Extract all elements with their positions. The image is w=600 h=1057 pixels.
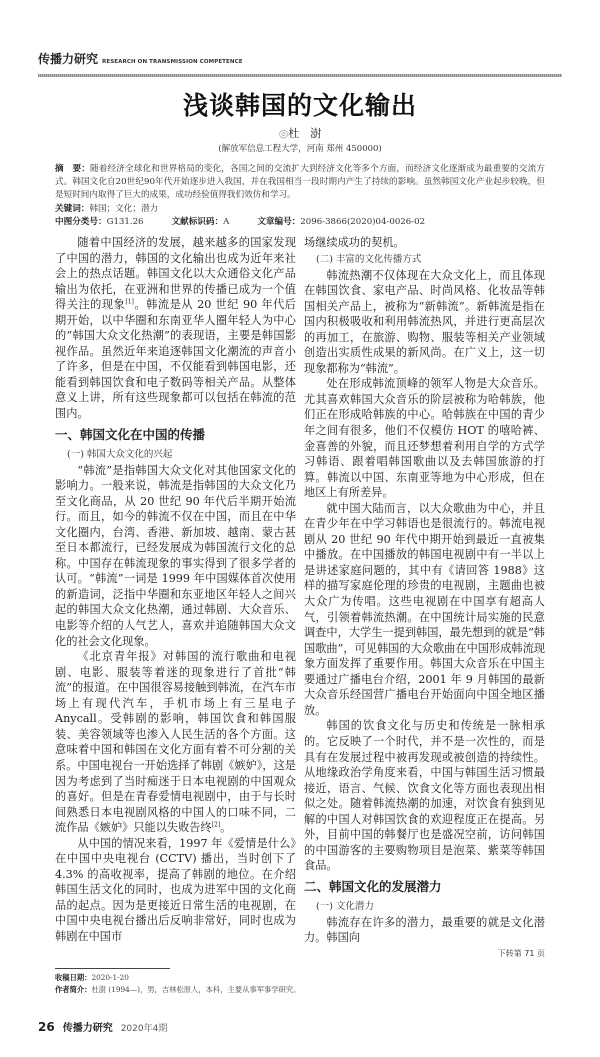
subsection-heading: (二) 丰富的文化传播方式 xyxy=(316,253,422,265)
paragraph-text: 《北京青年报》对韩国的流行歌曲和电视剧、电影、服装等着迷的现象进行了首批“韩流”的报道。在中国很容易接触到韩流，在汽车市场上有现代汽车，手机市场上有三星电子 Anycall。受韩剧的影响，韩国饮食和韩国服装、美容领域等也渗入人民生活的各个方面。这意味着中国和韩国在文化方面有着不可分割的关系。中国电视台一开始选择了韩剧《嫉妒》，这是因为考虑到了当时痴迷于日本电视剧的中国观众的喜好。但是在青春爱情电视剧中，由于与长时间熟悉日本电视剧风格的中国人的口味不同，二流作品《嫉妒》只能以失败告终 xyxy=(55,650,296,835)
author-mark-icon: ◎ xyxy=(278,127,289,140)
abstract xyxy=(55,163,545,202)
left-column xyxy=(55,235,296,960)
classification-row xyxy=(55,216,545,229)
clc-label: 中图分类号： xyxy=(55,217,107,227)
affiliation: (解放军信息工程大学，河南 郑州 450000) xyxy=(218,144,382,154)
clc-number xyxy=(55,216,144,229)
article-number xyxy=(257,216,425,229)
paragraph xyxy=(55,235,296,422)
header-rule xyxy=(38,74,562,77)
front-matter xyxy=(38,163,562,229)
paragraph: 从中国的情况来看，1997 年《爱情是什么》在中国中央电视台 (CCTV) 播出，当时创下了 4.3% 的高收视率，提高了韩剧的地位。在介绍韩国生活文化的同时，也成为进军中国的文化商品的起点。因为是更接近日常生活的电视剧，在中国中央电视台播出后反响非常好，同时也成为韩剧在中国市 xyxy=(55,836,296,943)
journal-name-en: RESEARCH ON TRANSMISSION COMPETENCE xyxy=(102,59,243,65)
citation: [1] xyxy=(125,298,134,306)
paragraph: “韩流”是指韩国大众文化对其他国家文化的影响力。一般来说，韩流是指韩国的大众文化乃至文化商品，从 20 世纪 90 年代后半期开始流行。而且，如今的韩流不仅在中国，而且在中华文化圈内，台湾、香港、新加坡、越南、蒙古甚至日本都流行，已经发展成为韩国流行文化的总称。中国存在韩流现象的事实得到了很多学者的认可。“韩流”一词是 1999 年中国媒体首次使用的新造词，泛指中华圈和东亚地区年轻人之间兴起的韩国大众文化热潮，通过韩剧、大众音乐、电影等介绍的人气艺人，喜欢并追随韩国大众文化的社会文化现象。 xyxy=(55,463,296,648)
section-heading: 二、韩国文化的发展潜力 xyxy=(304,878,442,894)
paragraph-text: 随着中国经济的发展，越来越多的国家发现了中国的潜力，韩国的文化输出也成为近年来社会上的热点话题。韩国文化以大众通俗文化产品输出为依托，在亚洲和世界的传播已成为一个值得关注的现象 xyxy=(55,236,296,312)
continued-note: 下转第 71 页 xyxy=(497,948,545,958)
bio-value: 杜澍 (1994—)，男，吉林松原人，本科，主要从事军事学研究。 xyxy=(91,984,301,994)
paragraph: 场继续成功的契机。 xyxy=(304,236,405,249)
clc-value: G131.26 xyxy=(106,217,144,227)
paragraph: 韩流存在许多的潜力，最重要的就是文化潜力。韩国向 xyxy=(304,915,545,945)
footer-journal: 传播力研究 xyxy=(62,1022,113,1034)
abstract-label: 摘 要： xyxy=(55,164,91,174)
received-value: 2020-1-20 xyxy=(91,972,129,982)
art-value: 2096-3866(2020)04-0026-02 xyxy=(300,217,426,227)
author-name: 杜 澍 xyxy=(288,127,322,140)
paragraph: 韩流热潮不仅体现在大众文化上，而且体现在韩国饮食、家电产品、时尚风格、化妆品等韩国相关产品上，被称为“新韩流”。新韩流是指在国内积极吸收和利用韩流热风，并进行更高层次的再加工，在旅游、购物、服装等相关产业领域创造出实质性成果的新风尚。在广义上，这一切现象都称为“韩流”。 xyxy=(304,268,545,375)
bio-label: 作者简介： xyxy=(55,984,92,994)
running-header xyxy=(38,50,562,70)
doc-label: 文献标识码： xyxy=(171,217,224,227)
paragraph-text: 。 xyxy=(220,821,232,835)
citation: [2] xyxy=(211,821,221,829)
doc-value: A xyxy=(223,217,230,227)
right-column xyxy=(304,235,545,960)
author xyxy=(38,127,562,141)
received-date xyxy=(55,972,545,984)
paragraph: 处在形成韩流顶峰的领军人物是大众音乐。尤其喜欢韩国大众音乐的阶层被称为哈韩族，他们正在形成哈韩族的中心。哈韩族在中国的青少年之间有很多，他们不仅模仿 HOT 的嘻哈裤、金喜善的外貌，而且还梦想着利用自学的方式学习韩语、跟着唱韩国歌曲以及去韩国旅游的打算。韩流以中国、东南亚等地为中心形成，但在地区上有所差异。 xyxy=(304,377,545,500)
footnote-rule xyxy=(55,968,170,969)
art-label: 文章编号： xyxy=(257,217,301,227)
keywords-label: 关键词： xyxy=(55,204,90,214)
page-number: 26 xyxy=(38,1019,55,1034)
journal-name-cn: 传播力研究 xyxy=(38,52,99,66)
keywords xyxy=(55,203,545,216)
paragraph xyxy=(55,649,296,836)
received-label: 收稿日期： xyxy=(55,972,92,982)
subsection-heading: (一) 韩国大众文化的兴起 xyxy=(67,448,173,460)
footnote-area xyxy=(38,968,562,996)
doc-code xyxy=(172,216,230,229)
subsection-heading: (一) 文化潜力 xyxy=(316,900,374,912)
body-columns xyxy=(38,235,562,960)
abstract-text: 随着经济全球化和世界格局的变化，各国之间的交流扩大到经济文化等多个方面，而经济文化逐渐成为最重要的交流方式。韩国文化自20世纪90年代开始逐步进入我国，并在我国相当一段时期内产生了持续的影响。虽然韩国文化产业起步较晚，但是短时间内取得了巨大的成果，成功经验值得我们效仿和学习。 xyxy=(55,164,545,200)
footnotes xyxy=(55,972,545,996)
page-footer xyxy=(38,1018,562,1037)
section-heading: 一、韩国文化在中国的传播 xyxy=(55,426,206,442)
paragraph: 韩国的饮食文化与历史和传统是一脉相承的。它反映了一个时代，并不是一次性的，而是具有在发展过程中被再发现或被创造的持续性。从地缘政治学角度来看，中国与韩国生活习惯最接近，语言、气候、饮食文化等方面也表现出相似之处。随着韩流热潮的加速，对饮食有独到见解的中国人对韩国饮食的欢迎程度正在提高。另外，目前中国的韩餐厅也是盛况空前，访问韩国的中国游客的主要购物项目是泡菜、紫菜等韩国食品。 xyxy=(304,719,545,873)
paragraph-text: 。韩流是从 20 世纪 90 年代后期开始，以中华圈和东南亚华人圈年轻人为中心的“韩国大众文化热潮”的表现语，主要是韩国影视作品。虽然近年来追逐韩国文化潮流的声音小了许多，但是在中国，不仅能看到韩国电影，还能看到韩国饮食和电子数码等相关产品。从整体意义上讲，所有这些现象都可以包括在韩流的范围内。 xyxy=(55,298,296,421)
author-bio xyxy=(55,984,545,996)
article-title: 浅谈韩国的文化输出 xyxy=(182,91,417,120)
keywords-text: 韩国；文化；潜力 xyxy=(89,204,159,214)
paragraph: 就中国大陆而言，以大众歌曲为中心，并且在青少年在中学习韩语也是很流行的。韩流电视剧从 20 世纪 90 年代中期开始到最近一直被集中播放。在中国播放的韩国电视剧中有一半以上是讲述家庭问题的，其中有《请回答 1988》这样的描写家庭伦理的珍贵的电视剧，主题曲也被大众广为传唱。这些电视剧在中国享有超高人气，引领着韩流热潮。在中国统计局实施的民意调查中，大学生一提到韩国，最先想到的就是“韩国歌曲”，可见韩国的大众歌曲在中国形成韩流现象方面发挥了重要作用。韩国大众音乐在中国主要通过广播电台介绍，2001 年 9 月韩国的最新大众音乐经国营广播电台开始面向中国全地区播放。 xyxy=(304,501,545,717)
footer-issue: 2020年4期 xyxy=(120,1023,168,1034)
